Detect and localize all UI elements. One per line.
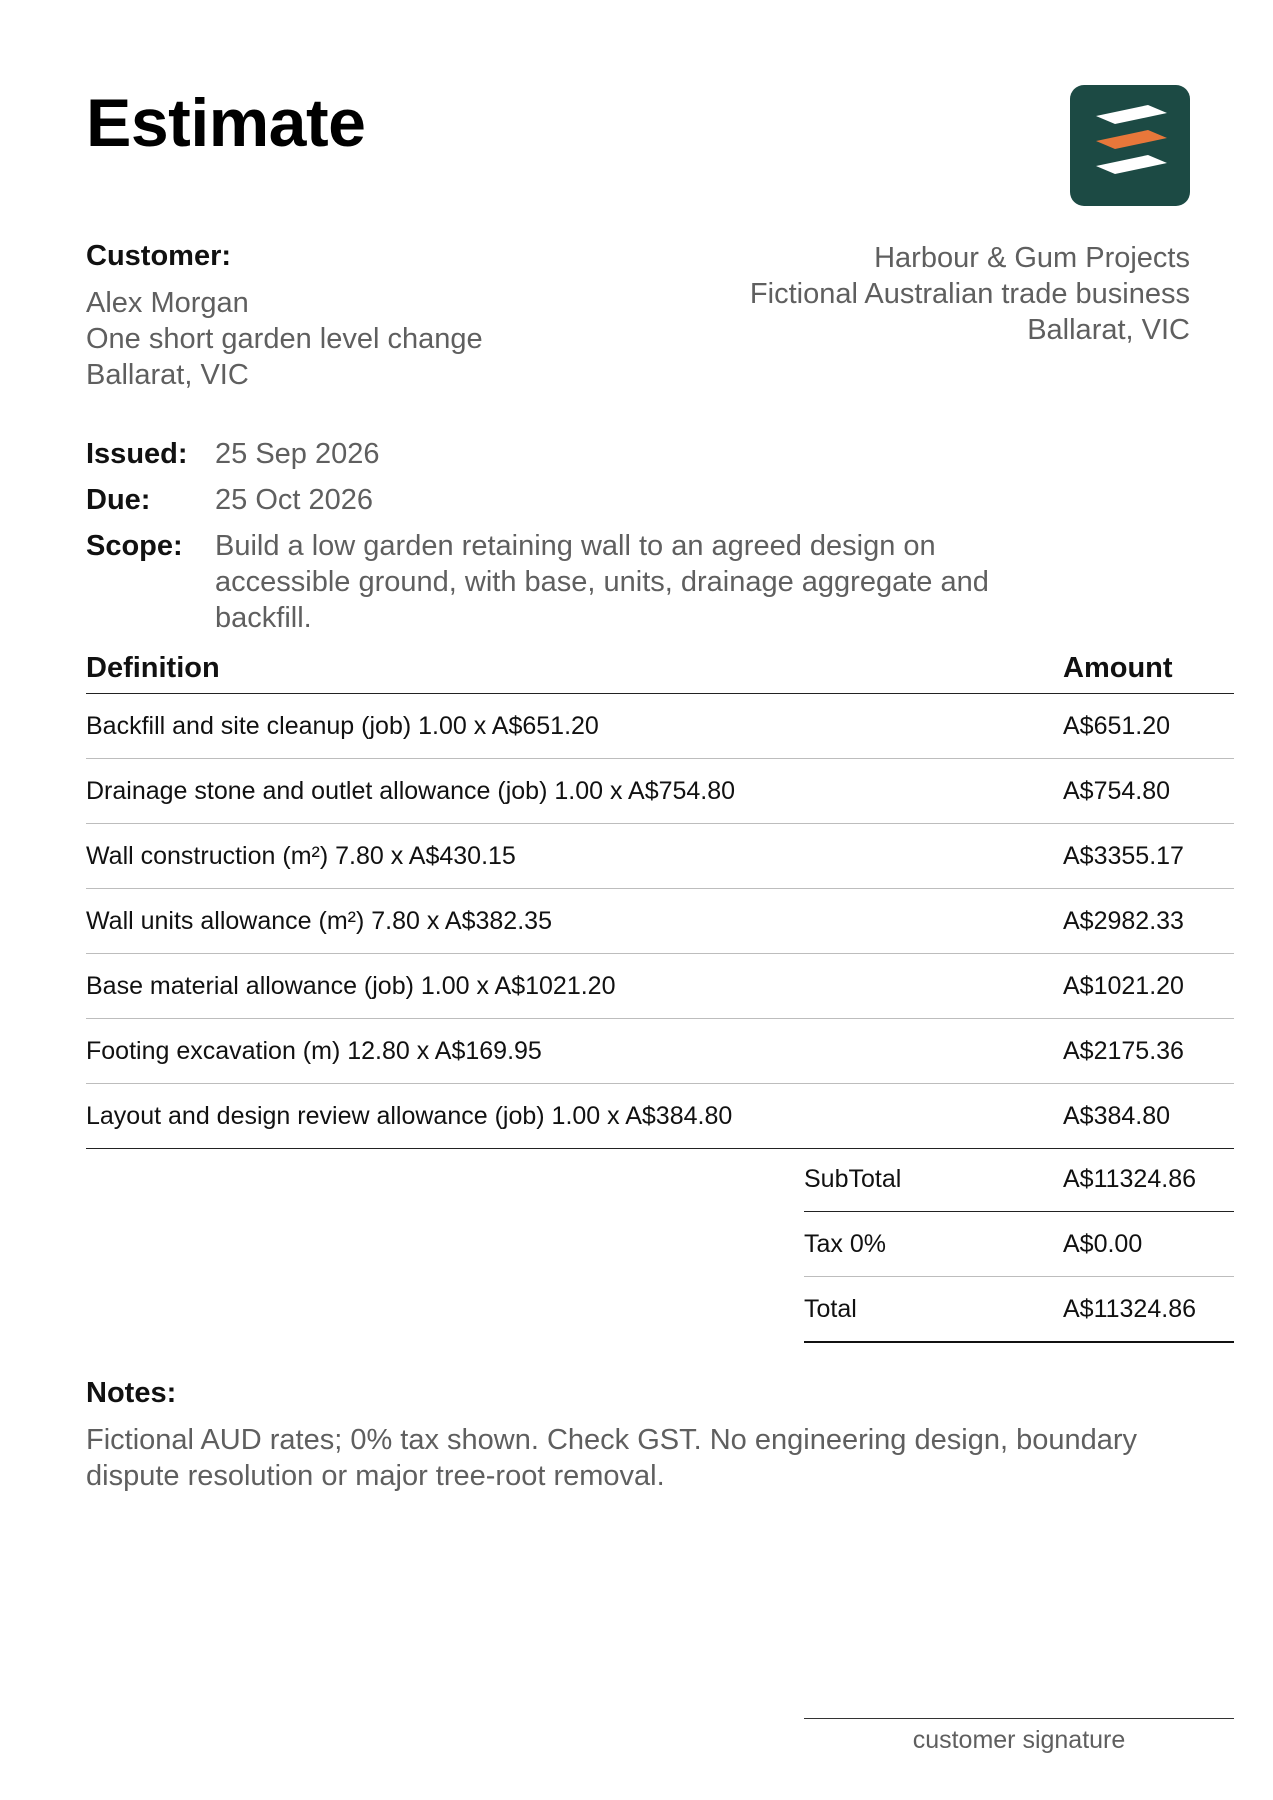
table-row — [86, 1084, 1234, 1149]
page-title: Estimate — [86, 85, 366, 161]
table-body — [86, 694, 1234, 1149]
definition-header: Definition — [86, 652, 220, 684]
row-amount: A$3355.17 — [1063, 841, 1184, 870]
scope-label: Scope: — [86, 530, 183, 562]
due-row — [86, 482, 1186, 518]
customer-details — [86, 285, 483, 393]
issued-label: Issued: — [86, 438, 188, 470]
row-amount: A$1021.20 — [1063, 971, 1184, 1000]
notes-text: Fictional AUD rates; 0% tax shown. Check GST. No engineering design, boundary dispute resolution or major tree-root removal. — [86, 1424, 1137, 1492]
total-label: Total — [804, 1294, 857, 1323]
total-value: A$11324.86 — [1063, 1294, 1196, 1323]
subtotal-row — [804, 1147, 1234, 1212]
row-amount: A$384.80 — [1063, 1101, 1171, 1130]
customer-job: One short garden level change — [86, 323, 483, 355]
customer-location: Ballarat, VIC — [86, 359, 249, 391]
row-amount: A$754.80 — [1063, 776, 1171, 805]
subtotal-value: A$11324.86 — [1063, 1164, 1196, 1193]
amount-header: Amount — [1063, 652, 1173, 684]
table-header — [86, 652, 1234, 694]
subtotal-label: SubTotal — [804, 1164, 902, 1193]
row-definition: Base material allowance (job) 1.00 x A$1021.20 — [86, 971, 616, 1000]
stacked-layers-icon — [1070, 85, 1190, 206]
row-amount: A$2982.33 — [1063, 906, 1184, 935]
row-definition: Drainage stone and outlet allowance (job) 1.00 x A$754.80 — [86, 776, 736, 805]
scope-text: Build a low garden retaining wall to an agreed design on accessible ground, with base, units, drainage aggregate and backfill. — [215, 530, 989, 634]
notes-label: Notes: — [86, 1377, 177, 1409]
tax-row — [804, 1212, 1234, 1277]
scope-row — [86, 528, 1186, 636]
row-definition: Footing excavation (m) 12.80 x A$169.95 — [86, 1036, 542, 1065]
table-row — [86, 889, 1234, 954]
row-definition: Backfill and site cleanup (job) 1.00 x A$651.20 — [86, 711, 599, 740]
issued-date: 25 Sep 2026 — [215, 438, 380, 470]
due-label: Due: — [86, 484, 151, 516]
estimate-meta — [86, 436, 1186, 646]
customer-label: Customer: — [86, 240, 232, 272]
customer-name: Alex Morgan — [86, 287, 249, 319]
business-details — [750, 240, 1190, 348]
tax-label: Tax 0% — [804, 1229, 886, 1258]
row-amount: A$651.20 — [1063, 711, 1171, 740]
totals-block — [804, 1147, 1234, 1343]
business-location: Ballarat, VIC — [1027, 314, 1190, 346]
tax-value: A$0.00 — [1063, 1229, 1143, 1258]
table-row — [86, 694, 1234, 759]
issued-row — [86, 436, 1186, 472]
brand-logo — [1070, 85, 1190, 206]
table-row — [86, 1019, 1234, 1084]
table-row — [86, 954, 1234, 1019]
signature-label: customer signature — [912, 1726, 1126, 1754]
row-definition: Wall units allowance (m²) 7.80 x A$382.35 — [86, 906, 552, 935]
business-description: Fictional Australian trade business — [749, 278, 1190, 310]
row-amount: A$2175.36 — [1063, 1036, 1184, 1065]
table-row — [86, 824, 1234, 889]
row-definition: Wall construction (m²) 7.80 x A$430.15 — [86, 841, 516, 870]
due-date: 25 Oct 2026 — [215, 484, 373, 516]
business-name: Harbour & Gum Projects — [874, 242, 1190, 274]
row-definition: Layout and design review allowance (job) 1.00 x A$384.80 — [86, 1101, 733, 1130]
signature-line — [804, 1718, 1234, 1719]
total-row — [804, 1277, 1234, 1343]
line-items-table — [86, 652, 1234, 1149]
table-row — [86, 759, 1234, 824]
